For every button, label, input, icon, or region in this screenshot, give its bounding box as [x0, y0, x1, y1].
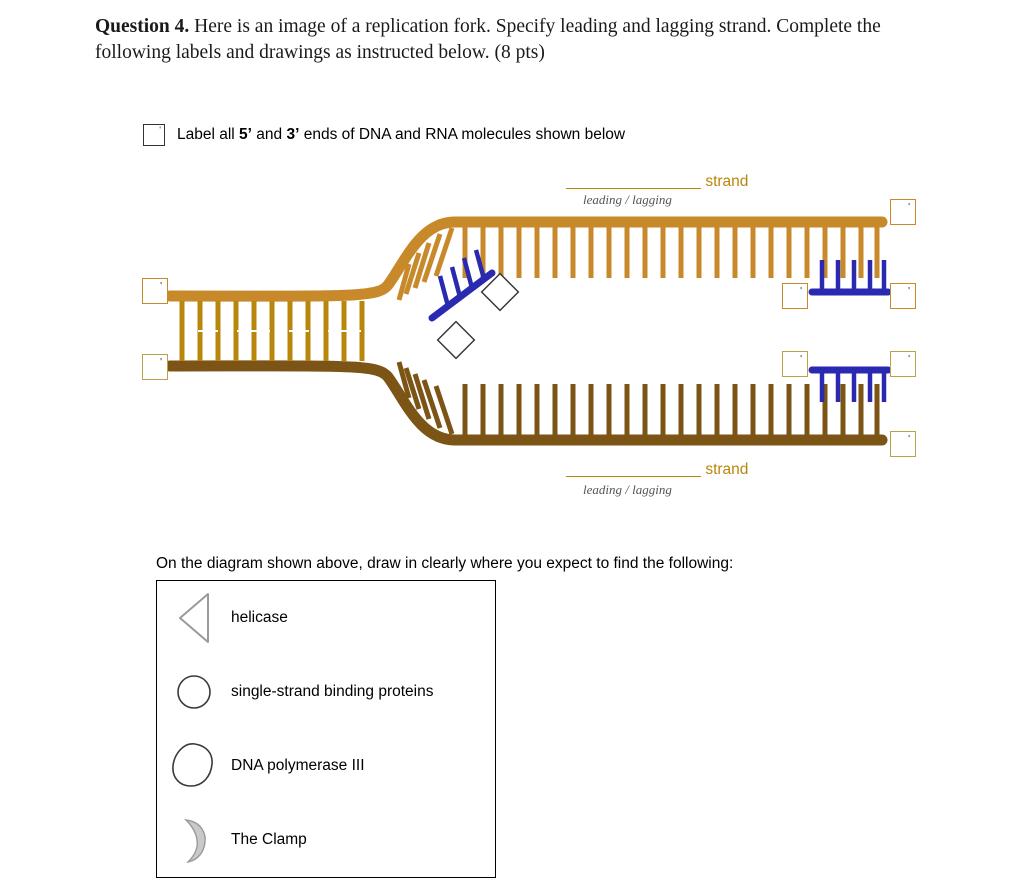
top-right-end-box-tick: '	[908, 202, 910, 213]
instruction-text	[177, 126, 625, 144]
top-strand-answer-blank[interactable]	[566, 174, 701, 189]
page-title	[95, 14, 955, 67]
bottom-strand-sub-caption: leading / lagging	[583, 482, 672, 497]
instruction-text-before: Label all	[177, 126, 240, 143]
mid-right-outer-upper-end-box-tick: '	[908, 286, 910, 297]
legend-row-ssb	[157, 655, 495, 729]
draw-instruction-text: On the diagram shown above, draw in clearly where you expect to find the following:	[156, 555, 734, 572]
mid-right-inner-upper-end-box[interactable]	[782, 283, 808, 309]
bottom-right-end-box[interactable]	[890, 431, 916, 457]
mid-right-inner-lower-end-box-tick: '	[800, 354, 802, 365]
legend-label-polymerase: DNA polymerase III	[231, 757, 365, 774]
rna-primer-fork	[432, 250, 492, 318]
instruction-end-box-tick: '	[159, 125, 161, 135]
mid-right-outer-lower-end-box-tick: '	[908, 354, 910, 365]
question-text: Here is an image of a replication fork. Specify leading and lagging strand. Complete the following labels and drawings as instructed below. (8 pts)	[95, 16, 881, 64]
instruction-text-mid: and	[251, 126, 287, 143]
helicase-icon	[157, 590, 231, 646]
instruction-text-after: ends of DNA and RNA molecules shown below	[299, 126, 626, 143]
legend-label-ssb: single-strand binding proteins	[231, 683, 434, 700]
bottom-template-strand-fork-arm	[170, 366, 455, 440]
legend-label-clamp: The Clamp	[231, 831, 307, 848]
bottom-strand-label: strand	[705, 461, 749, 478]
left-lower-end-box[interactable]	[142, 354, 168, 380]
legend-row-clamp	[157, 803, 495, 877]
bottom-fork-angled-base-pairs	[399, 362, 452, 434]
bottom-right-end-box-tick: '	[908, 434, 910, 445]
top-strand-label: strand	[705, 173, 749, 190]
bottom-strand-blank-row	[566, 461, 748, 479]
mid-right-inner-lower-end-box[interactable]	[782, 351, 808, 377]
legend-row-polymerase	[157, 729, 495, 803]
mid-right-inner-upper-end-box-tick: '	[800, 286, 802, 297]
top-strand-blank-row	[566, 173, 748, 191]
rna-primer-top-right	[812, 260, 888, 292]
label-ends-instruction-row	[143, 124, 625, 146]
legend-row-helicase	[157, 581, 495, 655]
bottom-strand-answer-blank[interactable]	[566, 462, 701, 477]
question-number: Question 4.	[95, 16, 190, 37]
top-fork-angled-base-pairs	[399, 228, 452, 300]
top-template-strand-fork-arm	[170, 222, 455, 296]
rna-primer-bottom-right	[812, 370, 888, 402]
left-upper-end-box-tick: '	[160, 281, 162, 292]
left-upper-end-box[interactable]	[142, 278, 168, 304]
bottom-strand-base-pairs	[465, 384, 877, 436]
top-right-end-box[interactable]	[890, 199, 916, 225]
mid-right-outer-upper-end-box[interactable]	[890, 283, 916, 309]
dna-polymerase-icon	[157, 740, 231, 792]
legend-label-helicase: helicase	[231, 609, 288, 626]
top-strand-sub-caption: leading / lagging	[583, 192, 672, 207]
instruction-three-prime: 3’	[286, 126, 300, 143]
single-strand-binding-protein-icon	[157, 670, 231, 714]
clamp-icon	[157, 814, 231, 866]
fork-marker-squares	[438, 274, 519, 359]
left-lower-end-box-tick: '	[160, 357, 162, 368]
instruction-end-box[interactable]	[143, 124, 165, 146]
left-duplex-base-pairs	[182, 301, 362, 361]
top-strand-base-pairs	[465, 226, 877, 278]
mid-right-outer-lower-end-box[interactable]	[890, 351, 916, 377]
legend-box	[156, 580, 496, 878]
instruction-five-prime: 5’	[239, 126, 252, 143]
